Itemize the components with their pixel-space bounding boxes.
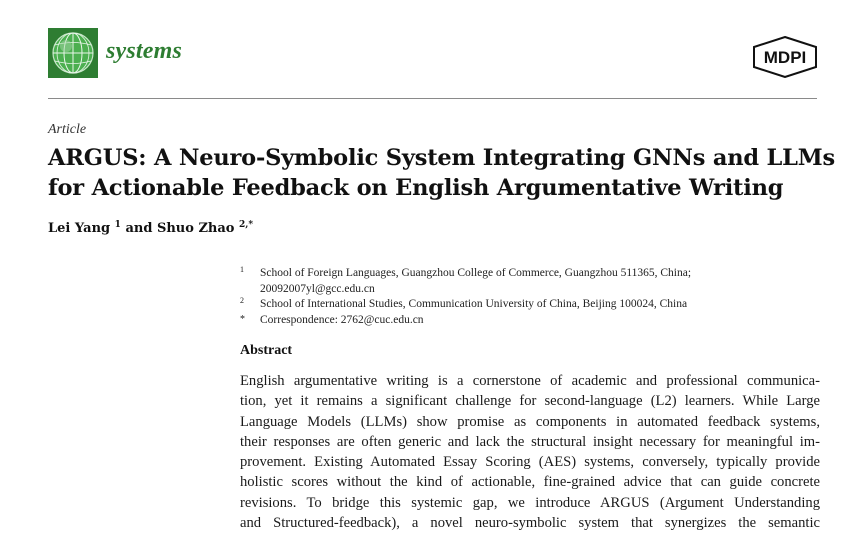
abstract-line: holistic scores without the kind of actionable, fine-grained advice that can guide concrete (240, 474, 820, 491)
abstract-body (240, 371, 820, 533)
affiliation-text: School of International Studies, Communication University of China, Beijing 100024, China (260, 298, 688, 310)
abstract-line: tion, yet it remains a significant challenge for second-language (L2) learners. While Large (240, 393, 820, 410)
affiliation-mark: 1 (240, 265, 244, 274)
affiliation-2 (240, 296, 800, 312)
abstract-heading: Abstract (240, 343, 293, 358)
mdpi-logo (752, 36, 818, 78)
abstract-line: and Structured-feedback), a novel neuro-symbolic system that synergizes the semantic (240, 515, 820, 532)
abstract-line: revisions. To bridge this systemic gap, we introduce ARGUS (Argument Understanding (240, 494, 820, 511)
article-title (48, 143, 838, 203)
globe-icon (48, 28, 98, 78)
abstract-line: provement. Existing Automated Essay Scoring (AES) systems, conversely, typically provide (240, 454, 820, 471)
mdpi-logo-text: MDPI (763, 48, 807, 67)
author-affiliation-mark-2: 2,* (239, 220, 254, 230)
abstract-line: Language Models (LLMs) show promise as components in automated feedback systems, (240, 413, 820, 430)
correspondence (240, 312, 800, 328)
affiliation-text: School of Foreign Languages, Guangzhou College of Commerce, Guangzhou 511365, China; (260, 267, 692, 279)
author-name-1: Lei Yang (48, 221, 111, 236)
correspondence-mark: * (240, 314, 245, 325)
affiliation-email: 20092007yl@gcc.edu.cn (260, 283, 375, 295)
author-name-2: Shuo Zhao (156, 221, 235, 236)
title-line-2: for Actionable Feedback on English Argumentative Writing (48, 175, 784, 201)
article-type-label: Article (48, 122, 87, 137)
abstract-line: their responses are often generic and lack the structural insight necessary for meaningful im- (240, 433, 820, 450)
author-list (48, 220, 253, 236)
author-connector: and (120, 221, 157, 236)
title-line-1: ARGUS: A Neuro-Symbolic System Integrating GNNs and LLMs (48, 145, 835, 171)
header-divider (48, 98, 817, 99)
affiliation-1 (240, 265, 800, 297)
author-affiliation-mark-1: 1 (114, 220, 121, 230)
abstract-line: English argumentative writing is a cornerstone of academic and professional communica- (240, 373, 820, 389)
correspondence-text: Correspondence: 2762@cuc.edu.cn (260, 314, 424, 326)
affiliation-mark: 2 (240, 296, 244, 305)
journal-name: systems (106, 38, 183, 64)
